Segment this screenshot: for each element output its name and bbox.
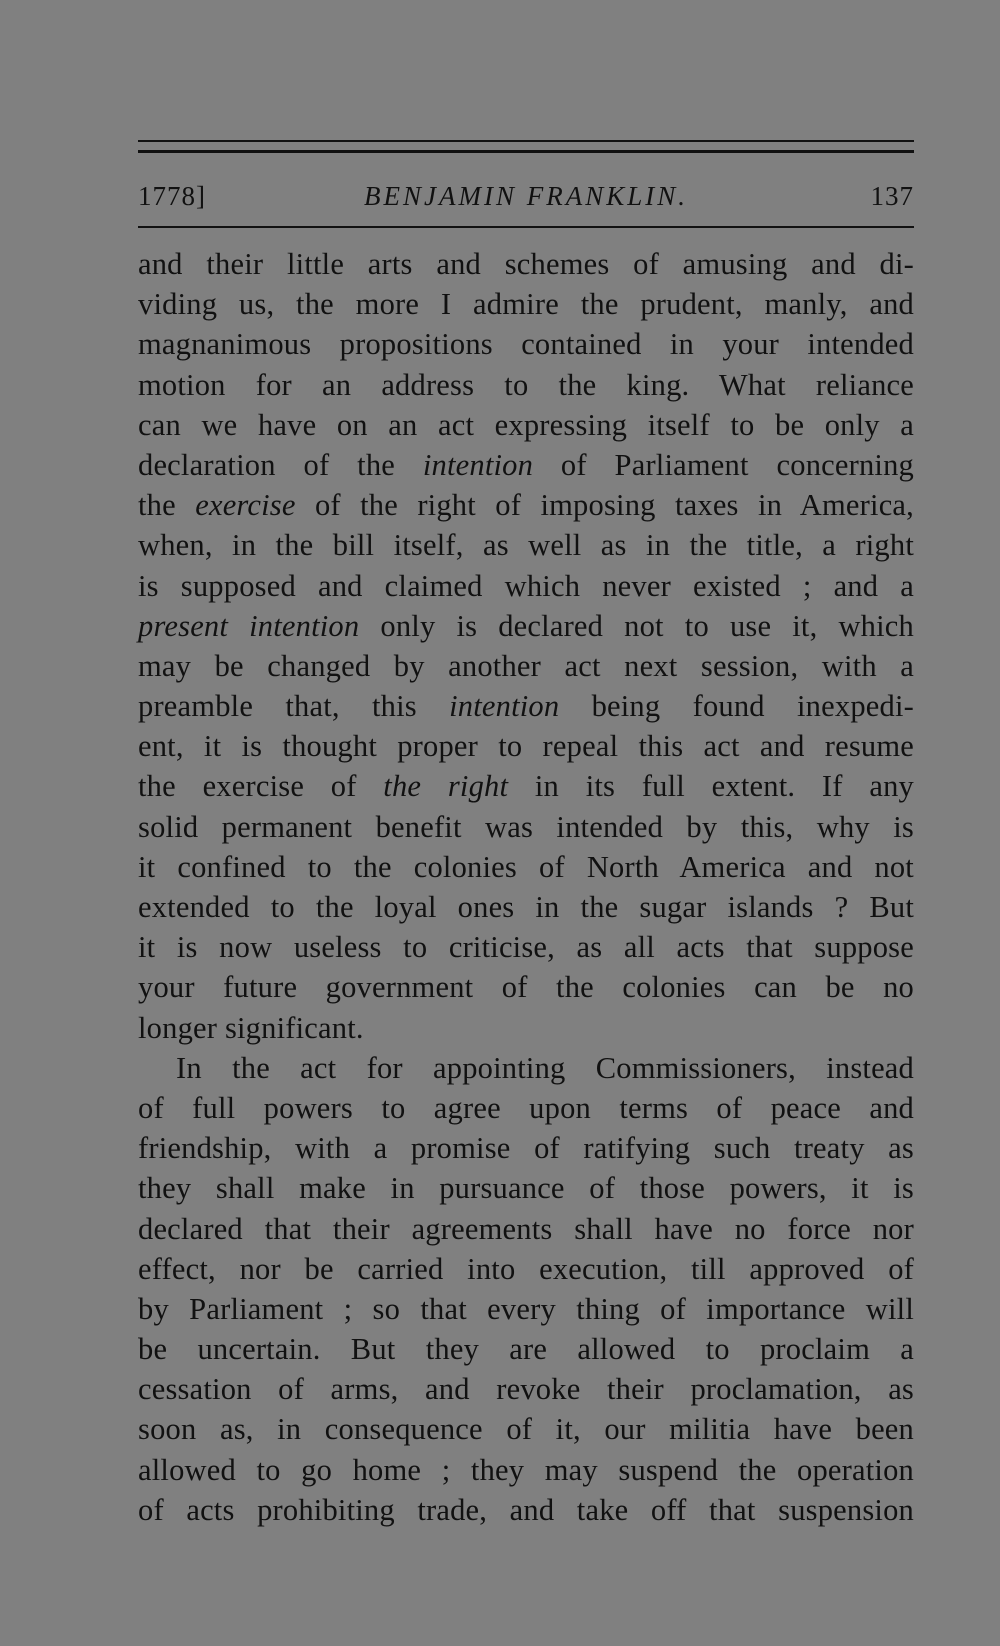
running-head-title: BENJAMIN FRANKLIN. bbox=[364, 181, 688, 211]
body-text bbox=[138, 244, 914, 1530]
text-run: in its full extent. If any bbox=[508, 769, 914, 804]
header-bottom-rule bbox=[138, 226, 914, 228]
text-line: longer significant. bbox=[138, 1010, 364, 1045]
text-run: the bbox=[138, 488, 196, 523]
header-rule-thin bbox=[138, 140, 914, 142]
text-run: preamble that, this bbox=[138, 689, 450, 724]
italic-emphasis: the right bbox=[383, 769, 509, 804]
text-line: your future government of the colonies can be no bbox=[138, 970, 914, 1005]
text-run: only is declared not to use it, which bbox=[359, 608, 914, 643]
text-line bbox=[138, 485, 914, 525]
text-line bbox=[138, 686, 914, 726]
text-line: soon as, in consequence of it, our militia have been bbox=[138, 1412, 914, 1447]
text-line: friendship, with a promise of ratifying such treaty as bbox=[138, 1131, 914, 1166]
italic-emphasis: intention bbox=[422, 447, 534, 482]
header-rule-thick bbox=[138, 150, 914, 153]
text-line: declared that their agreements shall have no force nor bbox=[138, 1211, 914, 1246]
italic-emphasis: intention bbox=[449, 689, 560, 724]
paragraph-continued bbox=[138, 244, 914, 1048]
page-number: 137 bbox=[870, 181, 914, 211]
text-line: cessation of arms, and revoke their proclamation, as bbox=[138, 1372, 914, 1407]
text-line: is supposed and claimed which never existed ; and a bbox=[138, 568, 914, 603]
header-double-rule bbox=[138, 140, 914, 154]
text-line: may be changed by another act next session, with a bbox=[138, 648, 914, 683]
text-line: of full powers to agree upon terms of peace and bbox=[138, 1090, 914, 1125]
italic-emphasis: present intention bbox=[138, 608, 360, 643]
text-run: of the right of imposing taxes in America, bbox=[295, 488, 914, 523]
text-line: solid permanent benefit was intended by this, why is bbox=[138, 809, 914, 844]
text-line: extended to the loyal ones in the sugar islands ? But bbox=[138, 890, 914, 924]
text-line: can we have on an act expressing itself to be only a bbox=[138, 407, 914, 442]
text-line: be uncertain. But they are allowed to proclaim a bbox=[138, 1332, 914, 1367]
text-line: by Parliament ; so that every thing of importance will bbox=[138, 1291, 914, 1326]
text-line: magnanimous propositions contained in your intended bbox=[138, 327, 914, 362]
text-line: they shall make in pursuance of those powers, it is bbox=[138, 1171, 914, 1206]
text-line: it confined to the colonies of North America and not bbox=[138, 849, 914, 884]
text-line: of acts prohibiting trade, and take off that suspension bbox=[138, 1492, 914, 1527]
text-line: and their little arts and schemes of amusing and di- bbox=[138, 247, 914, 281]
text-line: when, in the bill itself, as well as in the title, a right bbox=[138, 528, 914, 563]
text-line: viding us, the more I admire the prudent, manly, and bbox=[138, 287, 914, 322]
italic-emphasis: exercise bbox=[195, 488, 296, 523]
paragraph bbox=[138, 1048, 914, 1530]
text-line: ent, it is thought proper to repeal this act and resume bbox=[138, 729, 914, 764]
text-run: being found inexpedi- bbox=[559, 689, 914, 724]
text-line: effect, nor be carried into execution, till approved of bbox=[138, 1251, 914, 1286]
running-head-year: 1778] bbox=[138, 181, 206, 211]
text-line: allowed to go home ; they may suspend the operation bbox=[138, 1452, 914, 1487]
text-run: of Parliament concerning bbox=[533, 447, 914, 482]
text-run: the exercise of bbox=[138, 769, 384, 804]
text-line: it is now useless to criticise, as all acts that suppose bbox=[138, 930, 914, 965]
text-line: motion for an address to the king. What reliance bbox=[138, 367, 914, 402]
text-run: declaration of the bbox=[138, 447, 423, 482]
text-line bbox=[138, 445, 914, 485]
text-line bbox=[138, 766, 914, 806]
text-line bbox=[138, 606, 914, 646]
running-head bbox=[138, 176, 914, 216]
text-line: In the act for appointing Commissioners, instead bbox=[176, 1050, 914, 1085]
